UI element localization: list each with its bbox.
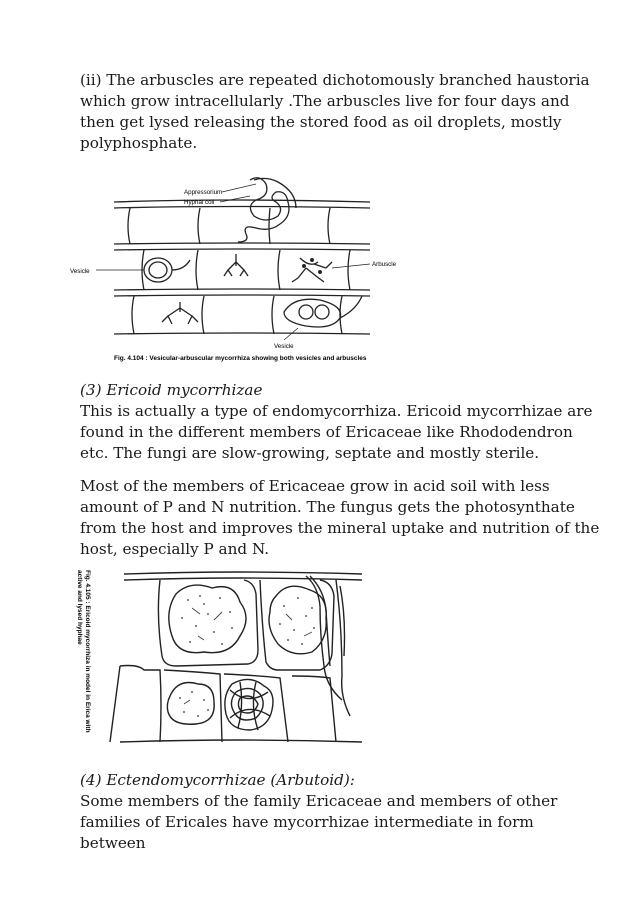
heading-ericoid: (3) Ericoid mycorrhizae <box>80 381 263 399</box>
label-arbuscle: Arbuscle <box>372 261 397 268</box>
label-vesicle-left: Vesicle <box>70 268 90 275</box>
figure-ericoid-diagram <box>76 566 370 746</box>
heading-ectendomycorrhizae: (4) Ectendomycorrhizae (Arbutoid): <box>80 771 355 789</box>
figure2-caption-line2: active and lysed hyphae <box>76 570 83 645</box>
figure1-caption: Fig. 4.104 : Vesicular-arbuscular mycorrhiza showing both vesicles and arbuscles <box>114 355 367 362</box>
figure2-caption-line1: Fig. 4.105 : Ericoid mycorrhiza in model in Erica with <box>84 570 91 733</box>
label-appressorium: Appressorium <box>184 189 223 196</box>
paragraph-ericoid-intro: This is actually a type of endomycorrhiza. Ericoid mycorrhizae are found in the different members of Ericaceae like Rhododendron etc. The fungi are slow-growing, septate and mostly sterile. <box>80 402 593 462</box>
figure-vam-diagram <box>70 172 410 364</box>
paragraph-arbuscles: (ii) The arbuscles are repeated dichotomously branched haustoria which grow intracellularly .The arbuscles live for four days and then get lysed releasing the stored food as oil droplets, mostly polyphosphate. <box>80 71 590 152</box>
paragraph-ectendomycorrhizae: Some members of the family Ericaceae and members of other families of Ericales have mycorrhizae intermediate in form between <box>80 792 558 852</box>
paragraph-ericaceae-soil: Most of the members of Ericaceae grow in acid soil with less amount of P and N nutrition. The fungus gets the photosynthate from the host and improves the mineral uptake and nutrition of the host, especially P and N. <box>80 477 600 558</box>
label-vesicle-bottom: Vesicle <box>274 343 294 350</box>
label-hyphal-coil: Hyphal coil <box>184 199 215 206</box>
